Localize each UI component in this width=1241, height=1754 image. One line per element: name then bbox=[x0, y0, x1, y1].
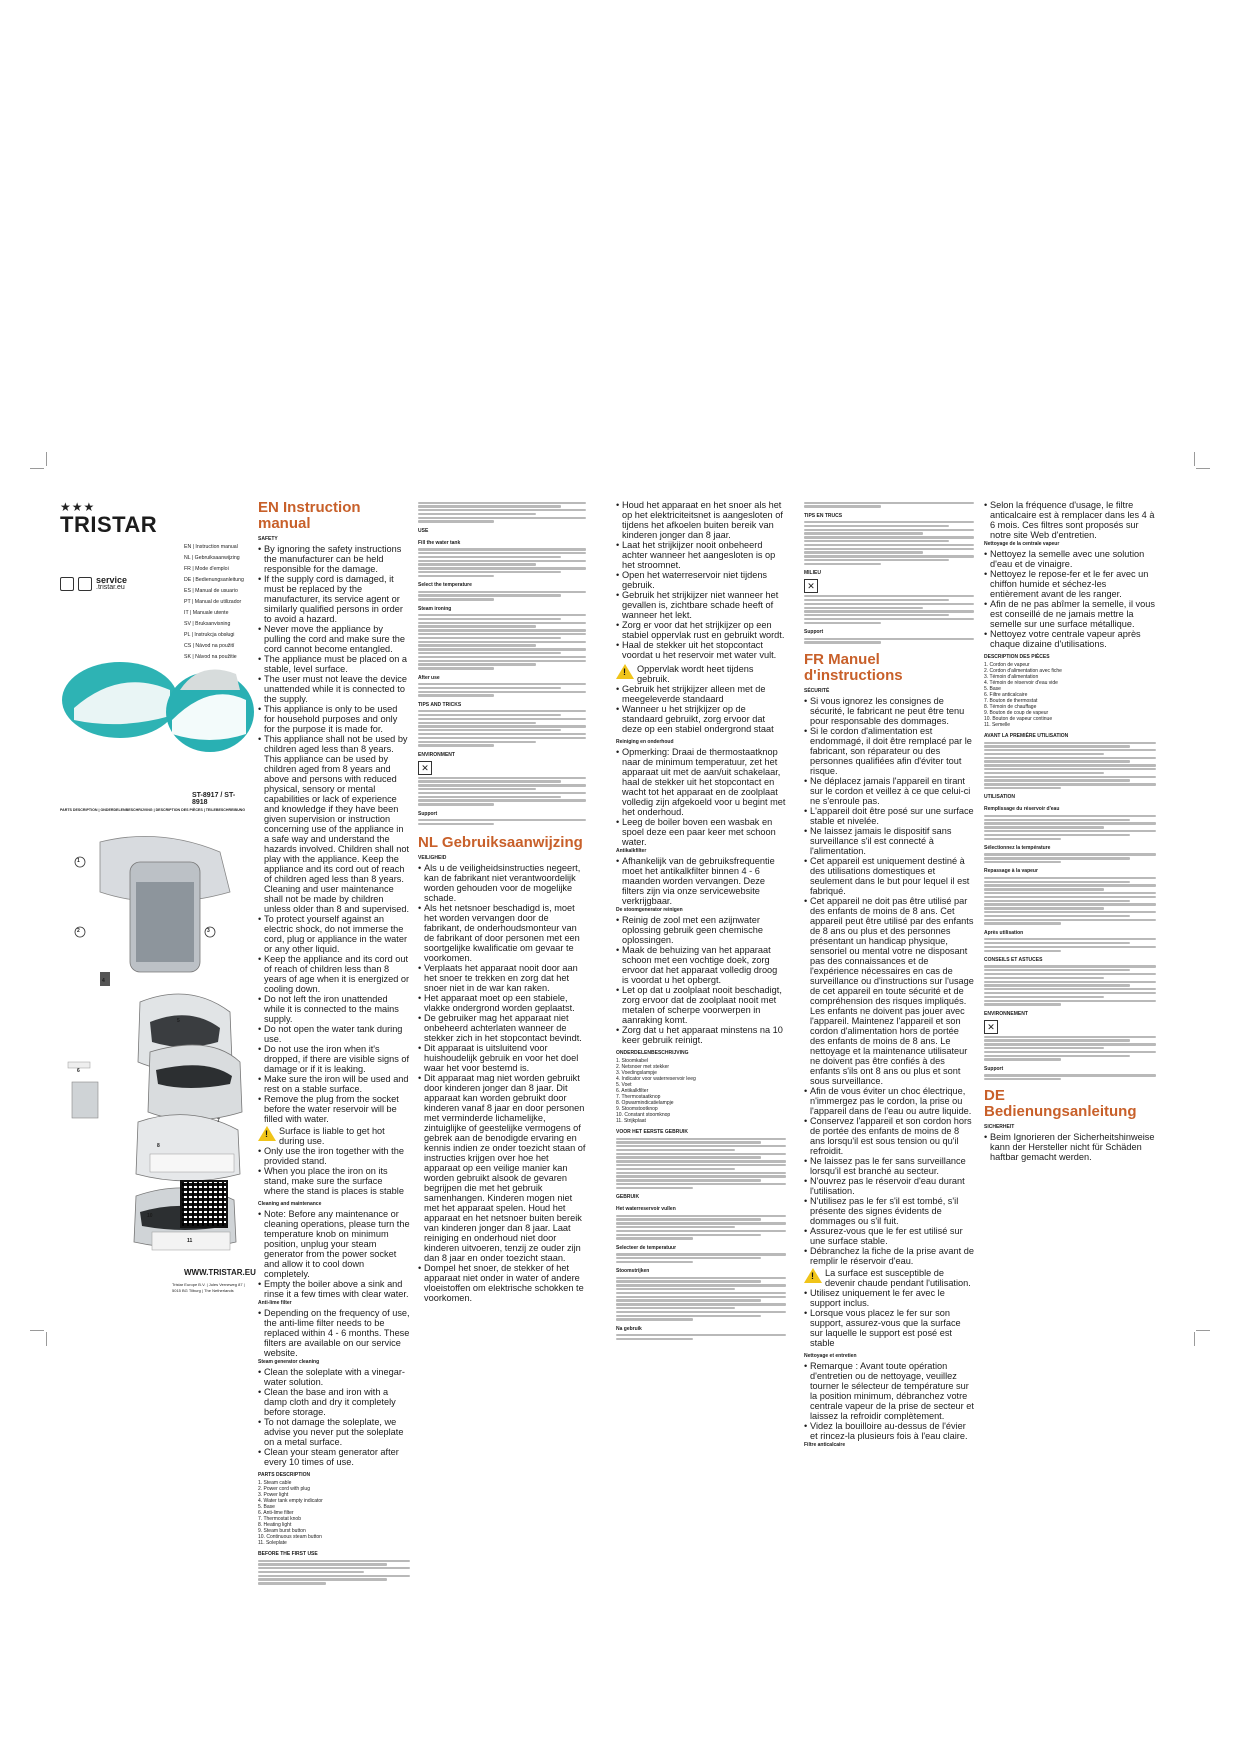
language-index-item: SV | Bruksanvisning bbox=[184, 621, 231, 627]
en-use-label: USE bbox=[418, 527, 429, 534]
fr-fill-label: Remplissage du réservoir d'eau bbox=[984, 806, 1060, 813]
cleaning-item: • Videz la bouilloire au-dessus de l'évier et rincez-la plusieurs fois à l'eau claire. bbox=[804, 1421, 974, 1441]
language-index-item: PL | Instrukcja obsługi bbox=[184, 632, 235, 638]
crop-mark bbox=[30, 468, 44, 469]
steamgen-item: • Clean the soleplate with a vinegar-water solution. bbox=[258, 1367, 410, 1387]
fr-parts-list bbox=[984, 662, 1156, 728]
language-index-item: FR | Mode d'emploi bbox=[184, 566, 229, 572]
steamgen-item: • Clean your steam generator after every 10 times of use. bbox=[258, 1447, 410, 1467]
nl-safety-list-continued bbox=[616, 500, 786, 660]
fr-title: Manuel d'instructions bbox=[804, 650, 903, 684]
crop-mark bbox=[1196, 1330, 1210, 1331]
fr-column-2 bbox=[984, 500, 1156, 1330]
part-item: 10. Continuous steam button bbox=[258, 1534, 322, 1540]
part-item: 3. Témoin d'alimentation bbox=[984, 674, 1039, 680]
steamgen-item: • Nettoyez le repose-fer et le fer avec un chiffon humide et séchez-les entièrement avant de les ranger. bbox=[984, 569, 1156, 599]
part-item: 9. Stoomstootknop bbox=[616, 1106, 658, 1112]
fr-steamgen-label: Nettoyage de la centrale vapeur bbox=[984, 541, 1060, 547]
fr-support-label: Support bbox=[984, 1065, 1004, 1072]
part-item: 9. Bouton de coup de vapeur bbox=[984, 710, 1049, 716]
fr-steam-label: Repassage à la vapeur bbox=[984, 868, 1038, 875]
service-label bbox=[96, 576, 127, 592]
safety-item: • Ne déplacez jamais l'appareil en tirant sur le cordon et veillez à ce que celui-ci ne s'enroule pas. bbox=[804, 776, 974, 806]
nl-after-label: Na gebruik bbox=[616, 1325, 642, 1332]
safety-item: • Dompel het snoer, de stekker of het apparaat niet onder in water of andere vloeistoffen om elektrische schokken te voorkomen. bbox=[418, 1263, 586, 1303]
en-warning bbox=[258, 1126, 410, 1146]
safety-item: • Cet appareil ne doit pas être utilisé par des enfants de moins de 8 ans. Cet appareil peut être utilisé par des enfants de 8 ans ou plus et des personnes présentant un handicap physique, sensoriel ou mental votre ne disposant pas des connaissances et de l'expérience nécessaires en cas de surveillance ou d'instructions sur l'usage de cet appareil en toute sécurité et de compréhension des risques impliqués. Les enfants ne doivent pas jouer avec l'appareil. Maintenez l'appareil et son cordon d'alimentation hors de portée des enfants de moins de 8 ans. Le nettoyage et la maintenance utilisateur ne doivent pas être confiés à des enfants s'ils ont 8 ans ou plus et sont sous surveillance. bbox=[804, 896, 974, 1086]
product-image bbox=[60, 630, 250, 760]
nl-column-2 bbox=[616, 500, 786, 1330]
safety-item: • To protect yourself against an electric shock, do not immerse the cord, plug or appliance in the water or any other liquid. bbox=[258, 914, 410, 954]
part-item: 11. Soleplate bbox=[258, 1540, 287, 1546]
en-steam-label: Steam ironing bbox=[418, 605, 452, 612]
de-safety-list bbox=[984, 1132, 1156, 1162]
nl-use-label: GEBRUIK bbox=[616, 1194, 640, 1201]
safety-item: • Dit apparaat mag niet worden gebruikt door kinderen jonger dan 8 jaar. Dit apparaat kan worden gebruikt door kinderen vanaf 8 jaar en door personen met verminderde lichamelijke, zintuiglijke of geestelijke vermogens of gebrek aan de benodigde ervaring en kennis indien ze onder toezicht staan of instructies krijgen over hoe het apparaat op een veilige manier kan worden gebruikt alsook de gevaren begrijpen die met het gebruik samenhangen. Kinderen mogen niet met het apparaat spelen. Houd het apparaat en het netsnoer buiten bereik van kinderen jonger dan 8 jaar. Laat reiniging en onderhoud niet door kinderen uitvoeren, tenzij ze ouder zijn dan 8 jaar en onder toezicht staan. bbox=[418, 1073, 586, 1263]
nl-lang-code: NL bbox=[418, 834, 438, 852]
safety-item: • Do not open the water tank during use. bbox=[258, 1024, 410, 1044]
safety-item: • Beim Ignorieren der Sicherheitshinweise kann der Hersteller nicht für Schäden haftbar gemacht werden. bbox=[984, 1132, 1156, 1162]
fr-before-label: AVANT LA PREMIÈRE UTILISATION bbox=[984, 733, 1069, 739]
en-cleaning-label: Cleaning and maintenance bbox=[258, 1201, 322, 1207]
de-safety-label: SICHERHEIT bbox=[984, 1124, 1015, 1131]
safety-item: • Als u de veiligheidsinstructies negeert, kan de fabrikant niet verantwoordelijk worden gehouden voor de mogelijke schade. bbox=[418, 863, 586, 903]
nl-anticalc-label: Antikalkfilter bbox=[616, 848, 647, 854]
nl-parts-label: ONDERDELENBESCHRIJVING bbox=[616, 1050, 689, 1056]
safety-item: • Gebruik het strijkijzer alleen met de meegeleverde standaard bbox=[616, 684, 786, 704]
fr-tips-label: CONSEILS ET ASTUCES bbox=[984, 956, 1043, 963]
anticalc-item: • Depending on the frequency of use, the anti-lime filter needs to be replaced within 4 - 6 months. These filters are available on our service website. bbox=[258, 1308, 410, 1358]
en-text-block bbox=[418, 548, 586, 577]
language-index-item: SK | Návod na použitie bbox=[184, 654, 237, 660]
figure-callout: 4 bbox=[102, 978, 105, 984]
nl-text-block bbox=[616, 1334, 786, 1340]
warning-icon bbox=[804, 1268, 822, 1283]
steamgen-item: • Zorg dat u het apparaat minstens na 10 keer gebruik reinigt. bbox=[616, 1025, 786, 1045]
crop-mark bbox=[46, 452, 47, 466]
fr-parts-label: DESCRIPTION DES PIÈCES bbox=[984, 654, 1050, 660]
model-number: ST-8917 / ST-8918 bbox=[192, 792, 236, 806]
language-index-item: IT | Manuale utente bbox=[184, 610, 229, 616]
safety-item: • L'appareil doit être posé sur une surface stable et nivelée. bbox=[804, 806, 974, 826]
en-safety-list bbox=[258, 544, 410, 1124]
warning-icon bbox=[616, 664, 634, 679]
brand-logo: TRISTAR bbox=[60, 512, 158, 537]
safety-item: • Laat het strijkijzer nooit onbeheerd achter wanneer het aangesloten is op het stroomnet. bbox=[616, 540, 786, 570]
en-cleaning-list bbox=[258, 1209, 410, 1299]
safety-item: • This appliance is only to be used for household purposes and only for the purpose it is made for. bbox=[258, 704, 410, 734]
part-item: 1. Cordon de vapeur bbox=[984, 662, 1030, 668]
safety-item: • Ne laissez pas le fer sans surveillance lorsqu'il est branché au secteur. bbox=[804, 1156, 974, 1176]
fr-text-block bbox=[984, 742, 1156, 790]
safety-item: • The user must not leave the device unattended while it is connected to the supply. bbox=[258, 674, 410, 704]
safety-item: • Houd het apparaat en het snoer als het op het elektriciteitsnet is aangesloten of tijdens het afkoelen buiten bereik van kinderen jonger dan 8 jaar. bbox=[616, 500, 786, 540]
parts-caption: PARTS DESCRIPTION | ONDERDELENBESCHRIJVING | DESCRIPTION DES PIÈCES | TEILEBESCHREIBUNG bbox=[60, 808, 246, 812]
part-item: 7. Thermostat knob bbox=[258, 1516, 301, 1522]
nl-cleaning-list bbox=[616, 747, 786, 847]
steamgen-item: • To not damage the soleplate, we advise you never put the soleplate on a metal surface. bbox=[258, 1417, 410, 1447]
steamgen-item: • Reinig de zool met een azijnwater oplossing gebruik geen chemische oplossingen. bbox=[616, 915, 786, 945]
nl-text-block bbox=[804, 638, 974, 644]
nl-text-block bbox=[616, 1277, 786, 1321]
safety-item: • Haal de stekker uit het stopcontact voordat u het reservoir met water vult. bbox=[616, 640, 786, 660]
part-item: 5. Base bbox=[984, 686, 1001, 692]
nl-select-label: Selecteer de temperatuur bbox=[616, 1244, 677, 1251]
qr-code bbox=[180, 1180, 228, 1228]
recycle-bin-icon: ✕ bbox=[804, 579, 818, 593]
fr-env-label: ENVIRONNEMENT bbox=[984, 1010, 1028, 1017]
cleaning-item: • Opmerking: Draai de thermostaatknop naar de minimum temperatuur, zet het apparaat uit met de aan/uit schakelaar, haal de stekker uit het stopcontact en wacht tot het apparaat en de zoolplaat volledig zijn afgekoeld voor u begint met het onderhoud. bbox=[616, 747, 786, 817]
fr-select-label: Sélectionnez la température bbox=[984, 844, 1051, 851]
en-column-1 bbox=[258, 499, 410, 1557]
crop-mark bbox=[30, 1330, 44, 1331]
crop-mark bbox=[1196, 468, 1210, 469]
fr-text-block bbox=[984, 877, 1156, 925]
recycle-bin-icon: ✕ bbox=[984, 1020, 998, 1034]
en-safety-label: SAFETY bbox=[258, 536, 278, 542]
safety-item: • Zorg er voor dat het strijkijzer op een stabiel oppervlak rust en gebruikt wordt. bbox=[616, 620, 786, 640]
fr-cleaning-list bbox=[804, 1361, 974, 1441]
safety-item: • Remove the plug from the socket before the water reservoir will be filled with water. bbox=[258, 1094, 410, 1124]
en-after-warning-list bbox=[258, 1146, 410, 1196]
part-item: 11. Strijkplaat bbox=[616, 1118, 646, 1124]
figure-callout: 5 bbox=[177, 1018, 180, 1024]
en-parts-label: PARTS DESCRIPTION bbox=[258, 1472, 311, 1478]
service-icon bbox=[78, 577, 92, 591]
part-item: 6. Antikalkfilter bbox=[616, 1088, 649, 1094]
en-fill-label: Fill the water tank bbox=[418, 539, 461, 546]
safety-item: • Ne laissez jamais le dispositif sans surveillance s'il est connecté à l'alimentation. bbox=[804, 826, 974, 856]
nl-anticalc-list bbox=[616, 856, 786, 906]
fr-warning-text: La surface est susceptible de devenir chaude pendant l'utilisation. bbox=[825, 1267, 971, 1288]
fr-text-block bbox=[984, 853, 1156, 863]
en-lang-code: EN bbox=[258, 499, 279, 516]
part-item: 6. Anti-lime filter bbox=[258, 1510, 294, 1516]
safety-item: • Débranchez la fiche de la prise avant de remplir le réservoir d'eau. bbox=[804, 1246, 974, 1266]
safety-item: • Dit apparaat is uitsluitend voor huishoudelijk gebruik en voor het doel waar het voor bestemd is. bbox=[418, 1043, 586, 1073]
en-text-block bbox=[418, 502, 586, 523]
fr-safety-label: SÉCURITÉ bbox=[804, 687, 830, 694]
crop-mark bbox=[1194, 452, 1195, 466]
safety-item: • De gebruiker mag het apparaat niet onbeheerd achterlaten wanneer de stekker zich in het stopcontact bevindt. bbox=[418, 1013, 586, 1043]
en-parts-list bbox=[258, 1480, 410, 1546]
nl-title: Gebruiksaanwijzing bbox=[441, 834, 583, 852]
nl-cleaning-label: Reiniging en onderhoud bbox=[616, 739, 674, 745]
fr-after-warning-list bbox=[804, 1288, 974, 1348]
recycle-bin-icon: ✕ bbox=[418, 761, 432, 775]
safety-item: • Conservez l'appareil et son cordon hors de portée des enfants de moins de 8 ans lorsqu'il est sous tension ou qu'il refroidit. bbox=[804, 1116, 974, 1156]
nl-support-label: Support bbox=[804, 629, 824, 636]
fr-steamgen-list bbox=[984, 549, 1156, 649]
nl-parts-list bbox=[616, 1058, 786, 1124]
en-anticalc-label: Anti-lime filter bbox=[258, 1300, 292, 1306]
part-item: 2. Netsnoer met stekker bbox=[616, 1064, 670, 1070]
website[interactable]: WWW.TRISTAR.EU bbox=[184, 1268, 256, 1277]
nl-text-block bbox=[616, 1215, 786, 1240]
safety-item: • Gebruik het strijkijzer niet wanneer het gevallen is, zichtbare schade heeft of wanneer het lekt. bbox=[616, 590, 786, 620]
safety-item: • This appliance shall not be used by children aged less than 8 years. This appliance can be used by children aged from 8 years and above and persons with reduced physical, sensory or mental capabilities or lack of experience and knowledge if they have been given supervision or instruction concerning use of the appliance in a safe way and understand the hazards involved. Children shall not play with the appliance. Keep the appliance and its cord out of reach of children aged less than 8 years. Cleaning and user maintenance shall not be made by children unless older than 8 and supervised. bbox=[258, 734, 410, 914]
part-item: 2. Cordon d'alimentation avec fiche bbox=[984, 668, 1062, 674]
figure-labels bbox=[60, 822, 250, 1302]
en-text-block bbox=[418, 683, 586, 697]
safety-item: • Wanneer u het strijkijzer op de standaard gebruikt, zorg ervoor dat deze op een stabiel ondergrond staat bbox=[616, 704, 786, 734]
nl-text-block bbox=[616, 1253, 786, 1263]
safety-item: • Do not use the iron when it's dropped, if there are visible signs of damage or if it is leaking. bbox=[258, 1044, 410, 1074]
part-item: 5. Base bbox=[258, 1504, 275, 1510]
part-item: 4. Indicator voor waterreservoir leeg bbox=[616, 1076, 696, 1082]
safety-item: • Only use the iron together with the provided stand. bbox=[258, 1146, 410, 1166]
safety-item: • Assurez-vous que le fer est utilisé sur une surface stable. bbox=[804, 1226, 974, 1246]
anticalc-item: • Selon la fréquence d'usage, le filtre anticalcaire est à remplacer dans les 4 à 6 mois. Ces filtres sont proposés sur notre site Web d'entretien. bbox=[984, 500, 1156, 540]
nl-warning-text: Oppervlak wordt heet tijdens gebruik. bbox=[637, 664, 754, 684]
language-index-item: DE | Bedienungsanleitung bbox=[184, 577, 244, 583]
crop-mark bbox=[46, 1332, 47, 1346]
safety-item: • When you place the iron on its stand, make sure the surface where the stand is places is stable bbox=[258, 1166, 410, 1196]
cover-panel bbox=[60, 500, 256, 1330]
nl-warning bbox=[616, 664, 786, 684]
en-steamgen-list bbox=[258, 1367, 410, 1467]
safety-item: • Si le cordon d'alimentation est endommagé, il doit être remplacé par le fabricant, son réparateur ou des personnes qualifiées afin d'éviter tout risque. bbox=[804, 726, 974, 776]
fr-text-block bbox=[984, 1074, 1156, 1080]
fr-text-block bbox=[984, 1036, 1156, 1061]
fr-use-label: UTILISATION bbox=[984, 794, 1016, 801]
steamgen-item: • Maak de behuizing van het apparaat schoon met een vochtige doek, zorg ervoor dat het apparaat volledig droog is voordat u het opbergt. bbox=[616, 945, 786, 985]
part-item: 8. Témoin de chauffage bbox=[984, 704, 1037, 710]
safety-item: • Si vous ignorez les consignes de sécurité, le fabricant ne peut être tenu pour responsable des dommages. bbox=[804, 696, 974, 726]
de-title: Bedienungsanleitung bbox=[984, 1103, 1137, 1121]
en-text-block bbox=[418, 710, 586, 746]
safety-item: • Open het waterreservoir niet tijdens gebruik. bbox=[616, 570, 786, 590]
en-before-text bbox=[258, 1560, 410, 1585]
service-url: .tristar.eu bbox=[96, 584, 125, 591]
en-text-block bbox=[418, 777, 586, 806]
address: Tristar Europe B.V. | Jules Verneweg 87 | 5015 BG Tilburg | The Netherlands bbox=[172, 1282, 245, 1293]
steamgen-item: • Let op dat u zoolplaat nooit beschadigt, zorg ervoor dat de zoolplaat nooit met metalen of scherpe voorwerpen in aanraking komt. bbox=[616, 985, 786, 1025]
nl-steam-label: Stoomstrijken bbox=[616, 1268, 650, 1275]
warning-icon bbox=[258, 1126, 276, 1141]
safety-item: • Afin de vous éviter un choc électrique, n'immergez pas le cordon, la prise ou l'appareil dans de l'eau ou autre liquide. bbox=[804, 1086, 974, 1116]
en-text-block bbox=[418, 591, 586, 601]
safety-item: • By ignoring the safety instructions the manufacturer can be held responsible for the damage. bbox=[258, 544, 410, 574]
safety-item: • Make sure the iron will be used and rest on a stable surface. bbox=[258, 1074, 410, 1094]
en-after-label: After use bbox=[418, 674, 440, 681]
safety-item: • Als het netsnoer beschadigd is, moet het worden vervangen door de fabrikant, de onderhoudsmonteur van de fabrikant of door personen met een soortgelijke kwalificatie om gevaar te voorkomen. bbox=[418, 903, 586, 963]
en-env-label: ENVIRONMENT bbox=[418, 751, 455, 758]
nl-tips-label: TIPS EN TRUCS bbox=[804, 512, 843, 519]
language-index-item: CS | Návod na použití bbox=[184, 643, 235, 649]
cleaning-item: • Empty the boiler above a sink and rinse it a few times with clear water. bbox=[258, 1279, 410, 1299]
nl-text-block bbox=[804, 502, 974, 508]
fr-anticalc-list bbox=[984, 500, 1156, 540]
steamgen-item: • Clean the base and iron with a damp cloth and dry it completely before storage. bbox=[258, 1387, 410, 1417]
anticalc-item: • Afhankelijk van de gebruiksfrequentie moet het antikalkfilter binnen 4 - 6 maanden worden vervangen. Deze filters zijn via onze servicewebsite verkrijgbaar. bbox=[616, 856, 786, 906]
fr-lang-code: FR bbox=[804, 650, 824, 668]
steamgen-item: • Afin de ne pas abîmer la semelle, il vous est conseillé de ne jamais mettre la semelle sur une surface métallique. bbox=[984, 599, 1156, 629]
part-item: 7. Thermostaatknop bbox=[616, 1094, 661, 1100]
cleaning-item: • Remarque : Avant toute opération d'entretien ou de nettoyage, veuillez tourner le sélecteur de température sur la position minimum, débranchez votre centrale vapeur de la prise de secteur et laissez la refroidir complètement. bbox=[804, 1361, 974, 1421]
service-word: service bbox=[96, 575, 128, 585]
brand-stars: ★★★ bbox=[60, 500, 96, 514]
figure-callout: 1 bbox=[77, 858, 80, 864]
safety-item: • Verplaats het apparaat nooit door aan het snoer te trekken en zorg dat het snoer niet in de war kan raken. bbox=[418, 963, 586, 993]
en-tips-label: TIPS AND TRICKS bbox=[418, 701, 462, 708]
fr-safety-list bbox=[804, 696, 974, 1266]
nl-fill-label: Het waterreservoir vullen bbox=[616, 1206, 676, 1213]
part-item: 3. Voedingslampje bbox=[616, 1070, 657, 1076]
en-column-2 bbox=[418, 500, 586, 1330]
part-item: 10. Bouton de vapeur continue bbox=[984, 716, 1053, 722]
nl-env-label: MILIEU bbox=[804, 570, 821, 577]
fr-anticalc-label: Filtre anticalcaire bbox=[804, 1441, 846, 1448]
crop-mark bbox=[1194, 1332, 1195, 1346]
safety-item: • N'ouvrez pas le réservoir d'eau durant l'utilisation. bbox=[804, 1176, 974, 1196]
safety-item: • Lorsque vous placez le fer sur son support, assurez-vous que la surface sur laquelle le support est posé est stable bbox=[804, 1308, 974, 1348]
safety-item: • The appliance must be placed on a stable, level surface. bbox=[258, 654, 410, 674]
en-text-block bbox=[418, 819, 586, 825]
safety-item: • Do not left the iron unattended while it is connected to the mains supply. bbox=[258, 994, 410, 1024]
cleaning-item: • Note: Before any maintenance or cleaning operations, please turn the temperature knob on minimum position, unplug your steam generator from the power socket and allow it to cool down completely. bbox=[258, 1209, 410, 1279]
cleaning-item: • Leeg de boiler boven een wasbak en spoel deze een paar keer met schoon water. bbox=[616, 817, 786, 847]
nl-steamgen-list bbox=[616, 915, 786, 1045]
nl-text-block bbox=[804, 521, 974, 565]
en-anticalc-list bbox=[258, 1308, 410, 1358]
part-item: 8. Opwarmindicatielampje bbox=[616, 1100, 674, 1106]
fr-after-label: Après utilisation bbox=[984, 929, 1024, 936]
steamgen-item: • Nettoyez la semelle avec une solution d'eau et de vinaigre. bbox=[984, 549, 1156, 569]
nl-safety-label: VEILIGHEID bbox=[418, 855, 447, 862]
safety-item: • If the supply cord is damaged, it must be replaced by the manufacturer, its service agent or similarly qualified persons in order to avoid a hazard. bbox=[258, 574, 410, 624]
steamgen-item: • Nettoyez votre centrale vapeur après chaque dizaine d'utilisations. bbox=[984, 629, 1156, 649]
nl-text-block bbox=[616, 1138, 786, 1190]
nl-before-label: VOOR HET EERSTE GEBRUIK bbox=[616, 1129, 688, 1135]
nl-text-block bbox=[804, 595, 974, 624]
nl-after-warning-list bbox=[616, 684, 786, 734]
part-item: 7. Bouton de thermostat bbox=[984, 698, 1038, 704]
nl-safety-list bbox=[418, 863, 586, 1303]
en-text-block bbox=[418, 614, 586, 669]
part-item: 1. Stoomkabel bbox=[616, 1058, 648, 1064]
language-index-item: EN | Instruction manual bbox=[184, 544, 238, 550]
part-item: 4. Témoin de réservoir d'eau vide bbox=[984, 680, 1058, 686]
service-icon bbox=[60, 577, 74, 591]
language-index-item: NL | Gebruiksaanwijzing bbox=[184, 555, 240, 561]
en-steamgen-label: Steam generator cleaning bbox=[258, 1359, 320, 1365]
language-index-item: ES | Manual de usuario bbox=[184, 588, 238, 594]
figure-callout: 6 bbox=[77, 1068, 80, 1074]
figure-callout: 11 bbox=[187, 1238, 193, 1244]
part-item: 8. Heating light bbox=[258, 1522, 292, 1528]
safety-item: • N'utilisez pas le fer s'il est tombé, s'il présente des signes évidents de dommages ou s'il fuit. bbox=[804, 1196, 974, 1226]
en-before-label: BEFORE THE FIRST USE bbox=[258, 1551, 318, 1557]
part-item: 3. Power light bbox=[258, 1492, 289, 1498]
fr-text-block bbox=[984, 965, 1156, 1005]
en-title: Instruction manual bbox=[258, 499, 361, 532]
fr-text-block bbox=[984, 815, 1156, 840]
part-item: 6. Filtre anticalcaire bbox=[984, 692, 1028, 698]
figure-callout: 7 bbox=[217, 1118, 220, 1124]
part-item: 1. Steam cable bbox=[258, 1480, 292, 1486]
part-item: 11. Semelle bbox=[984, 722, 1011, 728]
en-select-label: Select the temperature bbox=[418, 582, 472, 589]
nl-column-3 bbox=[804, 500, 974, 1448]
safety-item: • Cet appareil est uniquement destiné à des utilisations domestiques et seulement dans le but pour lequel il est fabriqué. bbox=[804, 856, 974, 896]
fr-cleaning-label: Nettoyage et entretien bbox=[804, 1352, 857, 1359]
safety-item: • Keep the appliance and its cord out of reach of children less than 8 years of age when it is energized or cooling down. bbox=[258, 954, 410, 994]
safety-item: • Never move the appliance by pulling the cord and make sure the cord cannot become entangled. bbox=[258, 624, 410, 654]
part-item: 4. Water tank empty indicator bbox=[258, 1498, 323, 1504]
safety-item: • Utilisez uniquement le fer avec le support inclus. bbox=[804, 1288, 974, 1308]
nl-steamgen-label: De stoomgenerator reinigen bbox=[616, 907, 683, 913]
nl-heading bbox=[418, 835, 586, 851]
figure-callout: 3 bbox=[207, 928, 210, 934]
figure-callout: 10 bbox=[147, 1213, 153, 1219]
part-item: 10. Constant stoomknop bbox=[616, 1112, 671, 1118]
part-item: 2. Power cord with plug bbox=[258, 1486, 310, 1492]
figure-callout: 2 bbox=[77, 928, 80, 934]
en-warning-text: Surface is liable to get hot during use. bbox=[279, 1126, 385, 1146]
de-heading bbox=[984, 1088, 1156, 1120]
en-support-label: Support bbox=[418, 810, 438, 817]
part-item: 9. Steam burst button bbox=[258, 1528, 306, 1534]
part-item: 5. Voet bbox=[616, 1082, 632, 1088]
language-index-item: PT | Manual de utilizador bbox=[184, 599, 242, 605]
safety-item: • Het apparaat moet op een stabiele, vlakke ondergrond worden geplaatst. bbox=[418, 993, 586, 1013]
fr-warning bbox=[804, 1268, 974, 1288]
figure-callout: 8 bbox=[157, 1143, 160, 1149]
de-lang-code: DE bbox=[984, 1087, 1005, 1105]
fr-heading bbox=[804, 652, 974, 684]
en-heading bbox=[258, 500, 410, 532]
fr-text-block bbox=[984, 938, 1156, 952]
